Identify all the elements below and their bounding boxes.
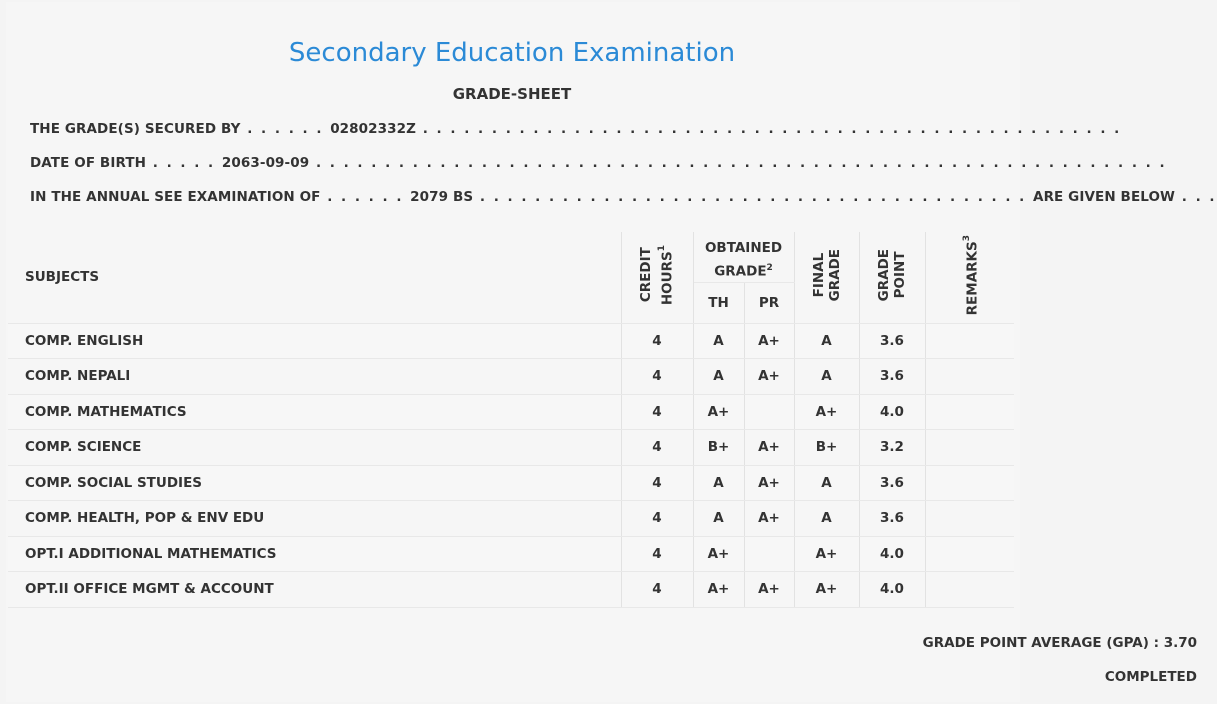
th-grade-cell: B+ (693, 430, 744, 466)
header-subjects: SUBJECTS (8, 232, 621, 323)
table-row (8, 572, 1014, 608)
remarks-cell (925, 394, 1014, 430)
subject-cell: COMP. HEALTH, POP & ENV EDU (8, 501, 621, 537)
grade-point-cell: 4.0 (859, 572, 925, 608)
header-remarks: REMARKS$^3$ (925, 232, 1014, 323)
credit-cell: 4 (621, 465, 693, 501)
th-grade-cell: A+ (693, 572, 744, 608)
table-row (8, 323, 1014, 359)
header-pr: PR (744, 282, 794, 323)
pr-grade-cell: A+ (744, 430, 794, 466)
result-status: COMPLETED (1104, 669, 1197, 685)
pr-grade-cell: A+ (744, 572, 794, 608)
credit-cell: 4 (621, 323, 693, 359)
exam-title: Secondary Education Examination (288, 38, 736, 68)
secured-by-label: THE GRADE(S) SECURED BY (30, 121, 241, 137)
pr-grade-cell (744, 536, 794, 572)
gpa-value: 3.70 (1163, 635, 1197, 651)
final-grade-cell: A (794, 465, 859, 501)
info-secured-by: THE GRADE(S) SECURED BY . . . . . . 02802332Z . . . . . . . . . . . . . . . . . . . . . . . . . . . . . . . . . . . . . . . . . . . . . . . . . . . (30, 121, 1122, 137)
remarks-cell (925, 501, 1014, 537)
header-grade-point: GRADE POINT (859, 232, 925, 323)
credit-cell: 4 (621, 572, 693, 608)
remarks-cell (925, 465, 1014, 501)
subject-cell: COMP. SOCIAL STUDIES (8, 465, 621, 501)
table-row (8, 536, 1014, 572)
grade-point-cell: 3.6 (859, 359, 925, 395)
remarks-cell (925, 430, 1014, 466)
header-final-grade: FINAL GRADE (794, 232, 859, 323)
grade-point-cell: 3.2 (859, 430, 925, 466)
th-grade-cell: A+ (693, 394, 744, 430)
exam-suffix: ARE GIVEN BELOW (1033, 189, 1176, 205)
pr-grade-cell: A+ (744, 465, 794, 501)
header-credit-hours: CREDIT HOURS$^1$ (621, 232, 693, 323)
final-grade-cell: A+ (794, 394, 859, 430)
final-grade-cell: A (794, 359, 859, 395)
grade-point-cell: 3.6 (859, 465, 925, 501)
grades-table (8, 232, 1014, 608)
th-grade-cell: A+ (693, 536, 744, 572)
grade-point-cell: 4.0 (859, 394, 925, 430)
info-exam: IN THE ANNUAL SEE EXAMINATION OF . . . . . . 2079 BS . . . . . . . . . . . . . . . . . . . . . . . . . . . . . . . . . . . . . . . . ARE GIVEN BELOW . . . (30, 189, 1217, 205)
pr-grade-cell: A+ (744, 359, 794, 395)
final-grade-cell: A+ (794, 536, 859, 572)
pr-grade-cell: A+ (744, 323, 794, 359)
grade-point-cell: 3.6 (859, 323, 925, 359)
credit-cell: 4 (621, 359, 693, 395)
remarks-cell (925, 536, 1014, 572)
dob-value: 2063-09-09 (221, 155, 310, 171)
info-dob: DATE OF BIRTH . . . . . 2063-09-09 . . . . . . . . . . . . . . . . . . . . . . . . . . . . . . . . . . . . . . . . . . . . . . . . . . . . . . . . . . . . . . (30, 155, 1167, 171)
table-row (8, 359, 1014, 395)
secured-by-value: 02802332Z (330, 121, 417, 137)
dob-label: DATE OF BIRTH (30, 155, 147, 171)
credit-cell: 4 (621, 501, 693, 537)
subject-cell: COMP. MATHEMATICS (8, 394, 621, 430)
subject-cell: COMP. ENGLISH (8, 323, 621, 359)
th-grade-cell: A (693, 359, 744, 395)
subject-cell: COMP. SCIENCE (8, 430, 621, 466)
remarks-cell (925, 323, 1014, 359)
exam-value: 2079 BS (410, 189, 474, 205)
remarks-cell (925, 572, 1014, 608)
remarks-cell (925, 359, 1014, 395)
final-grade-cell: B+ (794, 430, 859, 466)
subject-cell: COMP. NEPALI (8, 359, 621, 395)
gpa-label: GRADE POINT AVERAGE (GPA) : (922, 635, 1164, 651)
credit-cell: 4 (621, 394, 693, 430)
final-grade-cell: A (794, 323, 859, 359)
grade-point-cell: 3.6 (859, 501, 925, 537)
sheet-subtitle: GRADE-SHEET (452, 85, 572, 103)
table-row (8, 430, 1014, 466)
credit-cell: 4 (621, 430, 693, 466)
th-grade-cell: A (693, 465, 744, 501)
pr-grade-cell (744, 394, 794, 430)
table-row (8, 394, 1014, 430)
pr-grade-cell: A+ (744, 501, 794, 537)
th-grade-cell: A (693, 323, 744, 359)
table-row (8, 501, 1014, 537)
subject-cell: OPT.I ADDITIONAL MATHEMATICS (8, 536, 621, 572)
final-grade-cell: A+ (794, 572, 859, 608)
header-obtained-grade: OBTAINED GRADE$^2$ (693, 232, 794, 282)
table-row (8, 465, 1014, 501)
exam-label: IN THE ANNUAL SEE EXAMINATION OF (30, 189, 321, 205)
grade-point-cell: 4.0 (859, 536, 925, 572)
credit-cell: 4 (621, 536, 693, 572)
subject-cell: OPT.II OFFICE MGMT & ACCOUNT (8, 572, 621, 608)
gpa-line (923, 635, 1197, 651)
th-grade-cell: A (693, 501, 744, 537)
final-grade-cell: A (794, 501, 859, 537)
header-th: TH (693, 282, 744, 323)
